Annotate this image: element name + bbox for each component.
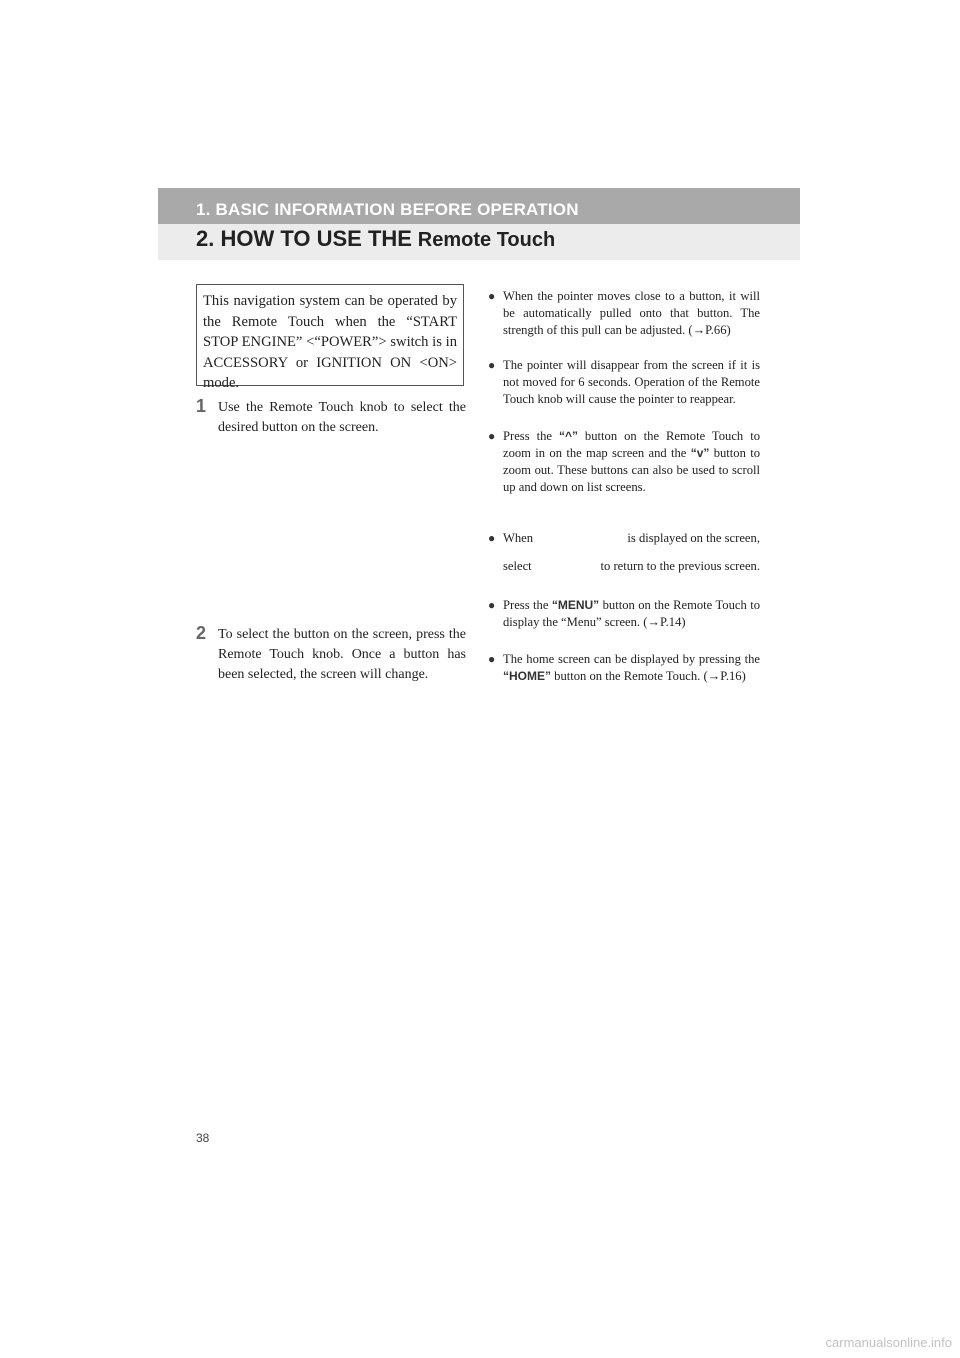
page-title	[196, 226, 555, 252]
bullet-icon: ●	[488, 289, 496, 303]
watermark: carmanualsonline.info	[825, 1335, 952, 1350]
step-number: 1	[196, 396, 207, 416]
note-zoom-buttons	[488, 428, 760, 496]
back-icon-placeholder	[532, 558, 588, 575]
note-home-button	[488, 651, 760, 685]
note-text: Press the “^” button on the Remote Touch to zoom in on the map screen and the “v” button to zoom out. These buttons can also be used to scroll up and down on list screens.	[503, 429, 761, 494]
note-pointer-pull	[488, 288, 760, 339]
page-title-rest: Remote Touch	[417, 229, 556, 251]
page-number: 38	[196, 1131, 210, 1145]
step-number: 2	[196, 623, 207, 643]
step-1	[196, 398, 466, 438]
section-title: 1. BASIC INFORMATION BEFORE OPERATION	[196, 200, 579, 219]
bullet-icon: ●	[488, 429, 496, 443]
step-text: To select the button on the screen, press the Remote Touch knob. Once a button has been selected, the screen will change.	[218, 627, 466, 682]
note-text: When the pointer moves close to a button, it will be automatically pulled onto that button. The strength of this pull can be adjusted. (→P.66)	[503, 289, 760, 337]
bullet-icon: ●	[488, 652, 496, 666]
bullet-icon: ●	[488, 531, 496, 545]
note-menu-button	[488, 597, 760, 631]
intro-box: This navigation system can be operated by the Remote Touch when the “START STOP ENGINE” <“POWER”> switch is in ACCESSORY or IGNITION ON <ON> mode.	[196, 284, 464, 386]
note-back-button	[488, 530, 760, 575]
zoom-in-key: “^”	[558, 429, 578, 443]
note-text: The home screen can be displayed by pressing the “HOME” button on the Remote Touch. (→P.16)	[503, 652, 760, 683]
step-2	[196, 625, 466, 685]
bullet-icon: ●	[488, 598, 496, 612]
menu-key: “MENU”	[551, 598, 600, 612]
note-text: When is displayed on the screen, select to return to the previous screen.	[503, 531, 760, 573]
step-text: Use the Remote Touch knob to select the desired button on the screen.	[218, 400, 466, 435]
note-text: Press the “MENU” button on the Remote Touch to display the “Menu” screen. (→P.14)	[503, 598, 760, 629]
back-icon-placeholder	[552, 530, 608, 547]
zoom-out-key: “v”	[690, 446, 710, 460]
note-pointer-hide	[488, 357, 760, 408]
page-title-caps: 2. HOW TO USE THE	[196, 226, 412, 251]
bullet-icon: ●	[488, 358, 496, 372]
home-key: “HOME”	[503, 669, 551, 683]
note-text: The pointer will disappear from the screen if it is not moved for 6 seconds. Operation of the Remote Touch knob will cause the pointer to reappear.	[503, 358, 760, 406]
